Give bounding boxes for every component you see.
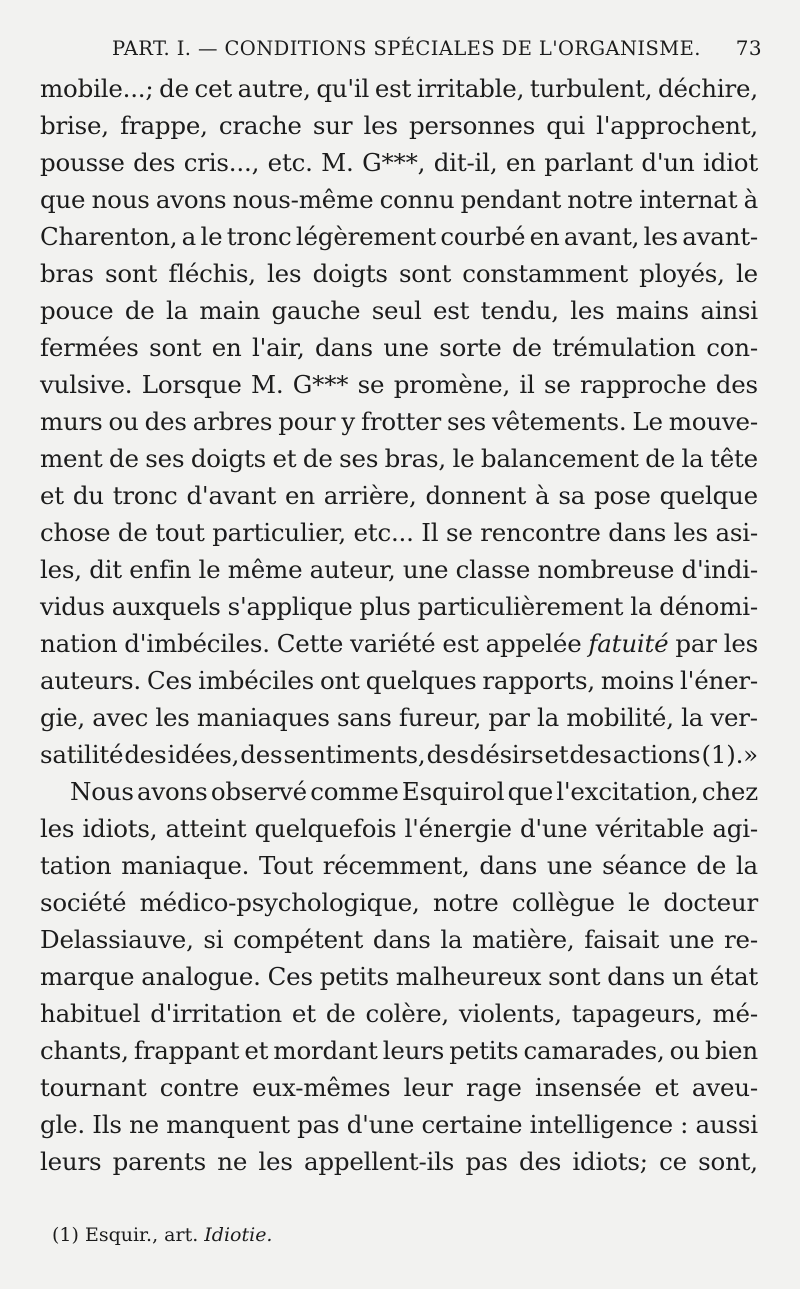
text-line: bras sont fléchis, les doigts sont constamment ployés, le bbox=[40, 259, 758, 288]
footnote bbox=[52, 1224, 272, 1246]
page-number: 73 bbox=[735, 36, 762, 60]
text-line: les, dit enfin le même auteur, une classe nombreuse d'indi- bbox=[40, 555, 758, 584]
text-line: Charenton, a le tronc légèrement courbé en avant, les avant- bbox=[40, 222, 758, 251]
text-line: tournant contre eux-mêmes leur rage insensée et aveu- bbox=[40, 1073, 758, 1102]
text-line: auteurs. Ces imbéciles ont quelques rapports, moins l'éner- bbox=[40, 666, 758, 695]
text-line: leurs parents ne les appellent-ils pas des idiots; ce sont, bbox=[40, 1147, 758, 1176]
text-line: gle. Ils ne manquent pas d'une certaine intelligence : aussi bbox=[40, 1110, 758, 1139]
text-line: mobile...; de cet autre, qu'il est irritable, turbulent, déchire, bbox=[40, 74, 758, 103]
text-line: murs ou des arbres pour y frotter ses vêtements. Le mouve- bbox=[40, 407, 758, 436]
text-line: vulsive. Lorsque M. G*** se promène, il se rapproche des bbox=[40, 370, 758, 399]
italic-term: fatuité bbox=[588, 629, 669, 658]
footnote-text: (1) Esquir., art. bbox=[52, 1224, 199, 1246]
text-line: tation maniaque. Tout récemment, dans une séance de la bbox=[40, 851, 758, 880]
text-line: ment de ses doigts et de ses bras, le balancement de la tête bbox=[40, 444, 758, 473]
footnote-italic: Idiotie. bbox=[204, 1224, 273, 1246]
body-text bbox=[40, 70, 758, 1180]
text-line: Delassiauve, si compétent dans la matière, faisait une re- bbox=[40, 925, 758, 954]
text-line: fermées sont en l'air, dans une sorte de trémulation con- bbox=[40, 333, 758, 362]
text-line: pouce de la main gauche seul est tendu, les mains ainsi bbox=[40, 296, 758, 325]
text-line: chose de tout particulier, etc... Il se rencontre dans les asi- bbox=[40, 518, 758, 547]
text-line: marque analogue. Ces petits malheureux sont dans un état bbox=[40, 962, 758, 991]
text-line: vidus auxquels s'applique plus particulièrement la dénomi- bbox=[40, 592, 758, 621]
text-line: satilité des idées, des sentiments, des désirs et des actions (1).» bbox=[40, 740, 758, 769]
text-line: gie, avec les maniaques sans fureur, par la mobilité, la ver- bbox=[40, 703, 758, 732]
running-title: PART. I. — CONDITIONS SPÉCIALES DE L'ORGANISME. bbox=[112, 37, 701, 60]
text-line: et du tronc d'avant en arrière, donnent à sa pose quelque bbox=[40, 481, 758, 510]
running-header bbox=[112, 36, 762, 60]
text-line: brise, frappe, crache sur les personnes qui l'approchent, bbox=[40, 111, 758, 140]
text-line: habituel d'irritation et de colère, violents, tapageurs, mé- bbox=[40, 999, 758, 1028]
text-line: nation d'imbéciles. Cette variété est appelée fatuité par les bbox=[40, 625, 758, 662]
text-line: société médico-psychologique, notre collègue le docteur bbox=[40, 888, 758, 917]
text-line: que nous avons nous-même connu pendant notre internat à bbox=[40, 185, 758, 214]
text-line: chants, frappant et mordant leurs petits camarades, ou bien bbox=[40, 1036, 758, 1065]
text-line: les idiots, atteint quelquefois l'énergie d'une véritable agi- bbox=[40, 814, 758, 843]
text-line: Nous avons observé comme Esquirol que l'excitation, chez bbox=[70, 777, 758, 806]
text-line: pousse des cris..., etc. M. G***, dit-il, en parlant d'un idiot bbox=[40, 148, 758, 177]
